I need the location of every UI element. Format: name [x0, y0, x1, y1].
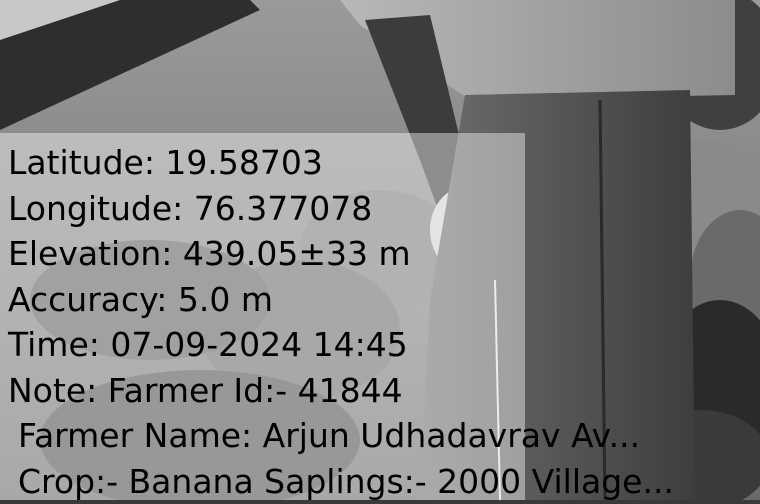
- elevation-text: Elevation: 439.05±33 m: [8, 231, 760, 277]
- note-text: Note: Farmer Id:- 41844: [8, 368, 760, 414]
- geotag-stamp: [8, 140, 760, 504]
- time-text: Time: 07-09-2024 14:45: [8, 322, 760, 368]
- accuracy-text: Accuracy: 5.0 m: [8, 277, 760, 323]
- farmer-name-text: Farmer Name: Arjun Udhadavrav Av...: [8, 413, 760, 459]
- crop-text: Crop:- Banana Saplings:- 2000 Village...: [8, 459, 760, 504]
- longitude-text: Longitude: 76.377078: [8, 186, 760, 232]
- latitude-text: Latitude: 19.58703: [8, 140, 760, 186]
